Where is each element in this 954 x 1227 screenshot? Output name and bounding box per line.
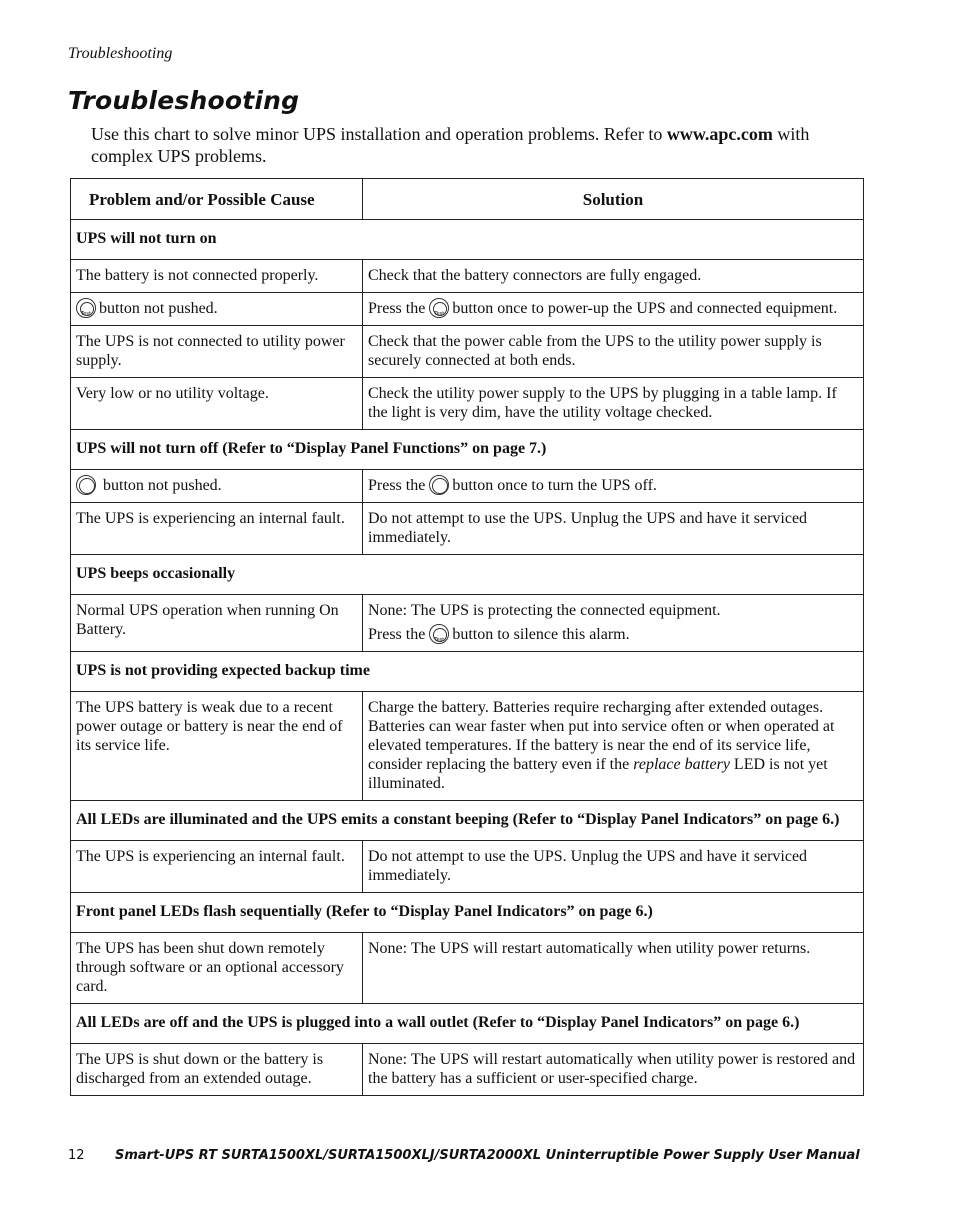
table-header-row bbox=[71, 179, 864, 220]
table-row bbox=[71, 1044, 864, 1096]
section-title: UPS is not providing expected backup time bbox=[71, 652, 864, 692]
solution-cell: None: The UPS will restart automatically when utility power returns. bbox=[363, 933, 864, 1004]
solution-text-before: Charge the battery. Batteries require recharging after extended outages. Batteries can wear faster when put into service often or when operated at elevated temperatures. If the battery is near the end of its service life, consider replacing the battery even if the bbox=[368, 699, 835, 773]
section-title: UPS will not turn off (Refer to “Display Panel Functions” on page 7.) bbox=[71, 430, 864, 470]
solution-text-after: button once to turn the UPS off. bbox=[452, 477, 657, 494]
cause-cell: Normal UPS operation when running On Battery. bbox=[71, 595, 363, 652]
solution-cell: Check the utility power supply to the UPS by plugging in a table lamp. If the light is very dim, have the utility voltage checked. bbox=[363, 378, 864, 430]
solution-led-name: replace battery bbox=[633, 756, 730, 773]
section-row bbox=[71, 220, 864, 260]
solution-cell bbox=[363, 692, 864, 801]
solution-cell: None: The UPS will restart automatically when utility power is restored and the battery has a sufficient or user-specified charge. bbox=[363, 1044, 864, 1096]
solution-text-after: LED is not yet illuminated. bbox=[368, 756, 828, 792]
troubleshooting-table bbox=[70, 178, 864, 1096]
solution-text-after: button once to power-up the UPS and connected equipment. bbox=[452, 300, 838, 317]
solution-cell bbox=[363, 470, 864, 503]
section-title: UPS will not turn on bbox=[71, 220, 864, 260]
cause-cell: The UPS has been shut down remotely through software or an optional accessory card. bbox=[71, 933, 363, 1004]
cause-cell: The UPS is experiencing an internal fault. bbox=[71, 503, 363, 555]
off-button-icon bbox=[429, 475, 449, 495]
solution-cell bbox=[363, 595, 864, 652]
table-row bbox=[71, 841, 864, 893]
cause-cell: The battery is not connected properly. bbox=[71, 260, 363, 293]
table-row bbox=[71, 595, 864, 652]
intro-text-after: with complex UPS problems. bbox=[91, 124, 810, 166]
solution-cell: Do not attempt to use the UPS. Unplug the UPS and have it serviced immediately. bbox=[363, 503, 864, 555]
section-title: Front panel LEDs flash sequentially (Refer to “Display Panel Indicators” on page 6.) bbox=[71, 893, 864, 933]
page-number: 12 bbox=[68, 1148, 85, 1163]
test-button-icon bbox=[429, 298, 449, 318]
cause-cell: The UPS is not connected to utility power supply. bbox=[71, 326, 363, 378]
table-row bbox=[71, 692, 864, 801]
cause-cell: Very low or no utility voltage. bbox=[71, 378, 363, 430]
section-row bbox=[71, 430, 864, 470]
intro-paragraph bbox=[91, 123, 871, 167]
section-row bbox=[71, 555, 864, 595]
table-row bbox=[71, 378, 864, 430]
running-header: Troubleshooting bbox=[68, 45, 173, 62]
solution-line bbox=[368, 625, 858, 644]
section-row bbox=[71, 652, 864, 692]
table-row bbox=[71, 260, 864, 293]
page-footer bbox=[68, 1148, 860, 1163]
section-title: All LEDs are off and the UPS is plugged into a wall outlet (Refer to “Display Panel Indicators” on page 6.) bbox=[71, 1004, 864, 1044]
cause-text: button not pushed. bbox=[99, 300, 218, 317]
solution-text-before: Press the bbox=[368, 477, 426, 494]
off-button-icon bbox=[76, 475, 96, 495]
solution-line: None: The UPS is protecting the connected equipment. bbox=[368, 602, 721, 619]
cause-cell: The UPS is experiencing an internal fault. bbox=[71, 841, 363, 893]
test-button-icon bbox=[429, 624, 449, 644]
solution-text-before: Press the bbox=[368, 626, 426, 643]
test-button-icon bbox=[76, 298, 96, 318]
cause-cell bbox=[71, 470, 363, 503]
solution-cell bbox=[363, 293, 864, 326]
column-header-solution: Solution bbox=[363, 179, 864, 220]
solution-text-before: Press the bbox=[368, 300, 426, 317]
solution-cell: Check that the power cable from the UPS to the utility power supply is securely connected at both ends. bbox=[363, 326, 864, 378]
table-row bbox=[71, 503, 864, 555]
cause-cell: The UPS battery is weak due to a recent power outage or battery is near the end of its service life. bbox=[71, 692, 363, 801]
section-row bbox=[71, 801, 864, 841]
table-row bbox=[71, 326, 864, 378]
cause-text: button not pushed. bbox=[103, 477, 222, 494]
section-row bbox=[71, 1004, 864, 1044]
table-row bbox=[71, 933, 864, 1004]
solution-text-after: button to silence this alarm. bbox=[452, 626, 630, 643]
section-row bbox=[71, 893, 864, 933]
page-title: Troubleshooting bbox=[68, 86, 300, 115]
table-row bbox=[71, 293, 864, 326]
cause-cell: The UPS is shut down or the battery is discharged from an extended outage. bbox=[71, 1044, 363, 1096]
section-title: All LEDs are illuminated and the UPS emits a constant beeping (Refer to “Display Panel Indicators” on page 6.) bbox=[71, 801, 864, 841]
intro-text-before: Use this chart to solve minor UPS installation and operation problems. Refer to bbox=[91, 124, 667, 144]
solution-cell: Check that the battery connectors are fully engaged. bbox=[363, 260, 864, 293]
column-header-cause: Problem and/or Possible Cause bbox=[71, 179, 363, 220]
manual-title: Smart-UPS RT SURTA1500XL/SURTA1500XLJ/SURTA2000XL Uninterruptible Power Supply User Manual bbox=[115, 1148, 860, 1163]
cause-cell bbox=[71, 293, 363, 326]
section-title: UPS beeps occasionally bbox=[71, 555, 864, 595]
table-row bbox=[71, 470, 864, 503]
apc-website-link[interactable]: www.apc.com bbox=[666, 124, 773, 144]
solution-cell: Do not attempt to use the UPS. Unplug the UPS and have it serviced immediately. bbox=[363, 841, 864, 893]
